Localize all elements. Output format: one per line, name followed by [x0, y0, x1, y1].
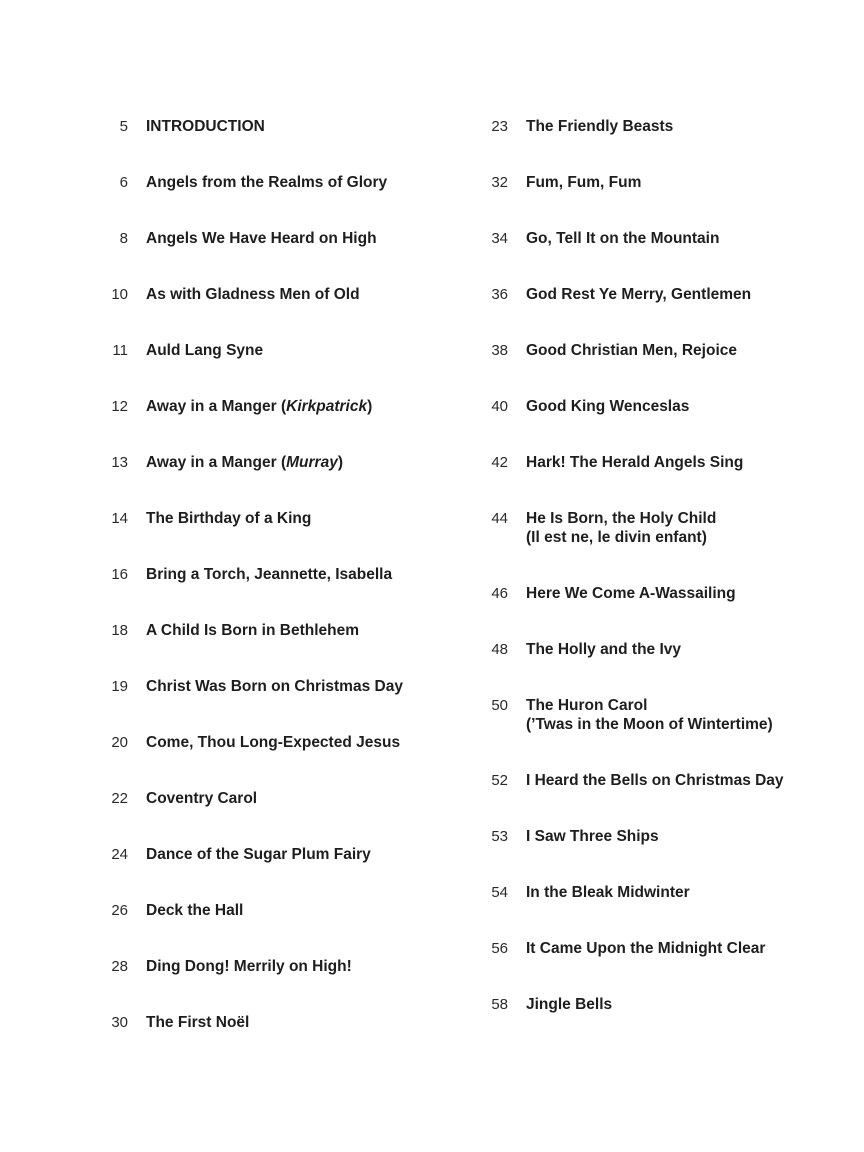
- toc-entry: [96, 901, 446, 957]
- entry-title: Christ Was Born on Christmas Day: [146, 678, 403, 695]
- toc-entry: [476, 827, 856, 883]
- page-number: 40: [491, 398, 508, 415]
- toc-entry: [476, 341, 856, 397]
- toc-entry: [476, 584, 856, 640]
- entry-title: Jingle Bells: [526, 996, 613, 1013]
- toc-entry: [476, 640, 856, 696]
- toc-entry: [96, 565, 446, 621]
- entry-title: God Rest Ye Merry, Gentlemen: [526, 286, 752, 303]
- page-number: 44: [491, 510, 508, 527]
- toc-entry: [476, 397, 856, 453]
- page-number: 18: [111, 622, 128, 639]
- toc-entry: [96, 957, 446, 1013]
- toc-entry: [476, 696, 856, 771]
- page-number: 48: [491, 641, 508, 658]
- toc-entry: [476, 939, 856, 995]
- toc-entry: [476, 173, 856, 229]
- toc-entry: [476, 453, 856, 509]
- page-number: 53: [491, 828, 508, 845]
- entry-title: Hark! The Herald Angels Sing: [526, 454, 744, 471]
- toc-entry: [476, 883, 856, 939]
- toc-entry: [476, 117, 856, 173]
- page-number: 42: [491, 454, 508, 471]
- entry-title-text: ): [367, 398, 373, 415]
- entry-title-text: ): [337, 454, 343, 471]
- page-number: 19: [111, 678, 128, 695]
- page-number: 16: [111, 566, 128, 583]
- entry-title: The Birthday of a King: [146, 510, 312, 527]
- entry-title: [526, 509, 716, 547]
- toc-left-column: [96, 117, 446, 1069]
- entry-title: [146, 453, 343, 472]
- page-number: 38: [491, 342, 508, 359]
- entry-title: The First Noël: [146, 1014, 250, 1031]
- entry-title: Angels We Have Heard on High: [146, 230, 377, 247]
- page-number: 54: [491, 884, 508, 901]
- entry-title: Good King Wenceslas: [526, 398, 690, 415]
- entry-title-italic: Kirkpatrick: [286, 398, 368, 415]
- toc-entry: [96, 621, 446, 677]
- page-number: 10: [111, 286, 128, 303]
- page-number: 58: [491, 996, 508, 1013]
- toc-entry: [96, 509, 446, 565]
- page-number: 30: [111, 1014, 128, 1031]
- entry-title: As with Gladness Men of Old: [146, 286, 360, 303]
- entry-title: Coventry Carol: [146, 790, 258, 807]
- entry-title-line: He Is Born, the Holy Child: [526, 510, 717, 527]
- page-number: 8: [119, 230, 128, 247]
- page-number: 50: [491, 697, 508, 714]
- entry-title-italic: Murray: [286, 454, 338, 471]
- entry-title: Fum, Fum, Fum: [526, 174, 642, 191]
- page-number: 12: [111, 398, 128, 415]
- toc-entry: [96, 173, 446, 229]
- entry-title: A Child Is Born in Bethlehem: [146, 622, 359, 639]
- entry-title: INTRODUCTION: [146, 118, 265, 135]
- entry-title: It Came Upon the Midnight Clear: [526, 940, 766, 957]
- entry-title: Go, Tell It on the Mountain: [526, 230, 720, 247]
- page-number: 52: [491, 772, 508, 789]
- entry-title: Dance of the Sugar Plum Fairy: [146, 846, 371, 863]
- toc-entry: [96, 453, 446, 509]
- entry-title: In the Bleak Midwinter: [526, 884, 690, 901]
- toc-entry: [476, 995, 856, 1051]
- toc-entry: [476, 229, 856, 285]
- entry-subtitle-line: (’Twas in the Moon of Wintertime): [526, 716, 773, 733]
- page-number: 20: [111, 734, 128, 751]
- page-number: 26: [111, 902, 128, 919]
- entry-title: The Holly and the Ivy: [526, 641, 682, 658]
- page-number: 11: [112, 342, 128, 359]
- entry-title: Come, Thou Long-Expected Jesus: [146, 734, 401, 751]
- entry-title: Deck the Hall: [146, 902, 244, 919]
- toc-entry: [96, 397, 446, 453]
- page-number: 22: [111, 790, 128, 807]
- entry-title: Angels from the Realms of Glory: [146, 174, 388, 191]
- toc-entry: [476, 771, 856, 827]
- page-number: 13: [111, 454, 128, 471]
- page-number: 23: [491, 118, 508, 135]
- page-number: 34: [491, 230, 508, 247]
- toc-right-column: [476, 117, 856, 1051]
- entry-title: The Friendly Beasts: [526, 118, 674, 135]
- toc-entry: [96, 789, 446, 845]
- entry-subtitle-line: (Il est ne, le divin enfant): [526, 529, 707, 546]
- entry-title-text: Away in a Manger (: [146, 454, 287, 471]
- entry-title: Auld Lang Syne: [146, 342, 264, 359]
- entry-title-line: The Huron Carol: [526, 697, 648, 714]
- entry-title: Good Christian Men, Rejoice: [526, 342, 737, 359]
- entry-title: I Heard the Bells on Christmas Day: [526, 772, 784, 789]
- toc-entry: [96, 341, 446, 397]
- toc-entry: [476, 285, 856, 341]
- entry-title: [146, 397, 372, 416]
- page-number: 24: [111, 846, 128, 863]
- entry-title: Bring a Torch, Jeannette, Isabella: [146, 566, 393, 583]
- page-number: 46: [491, 585, 508, 602]
- entry-title: Ding Dong! Merrily on High!: [146, 958, 352, 975]
- toc-entry: [96, 117, 446, 173]
- page-number: 5: [119, 118, 128, 135]
- entry-title-text: Away in a Manger (: [146, 398, 287, 415]
- page-number: 14: [111, 510, 128, 527]
- toc-entry: [96, 285, 446, 341]
- toc-entry: [96, 677, 446, 733]
- page-number: 36: [491, 286, 508, 303]
- toc-entry: [96, 845, 446, 901]
- page-number: 56: [491, 940, 508, 957]
- toc-entry: [476, 509, 856, 584]
- entry-title: Here We Come A-Wassailing: [526, 585, 736, 602]
- entry-title: I Saw Three Ships: [526, 828, 659, 845]
- entry-title: [526, 696, 773, 734]
- toc-entry: [96, 733, 446, 789]
- page-number: 6: [119, 174, 128, 191]
- toc-entry: [96, 1013, 446, 1069]
- toc-entry: [96, 229, 446, 285]
- page-number: 32: [491, 174, 508, 191]
- page-number: 28: [111, 958, 128, 975]
